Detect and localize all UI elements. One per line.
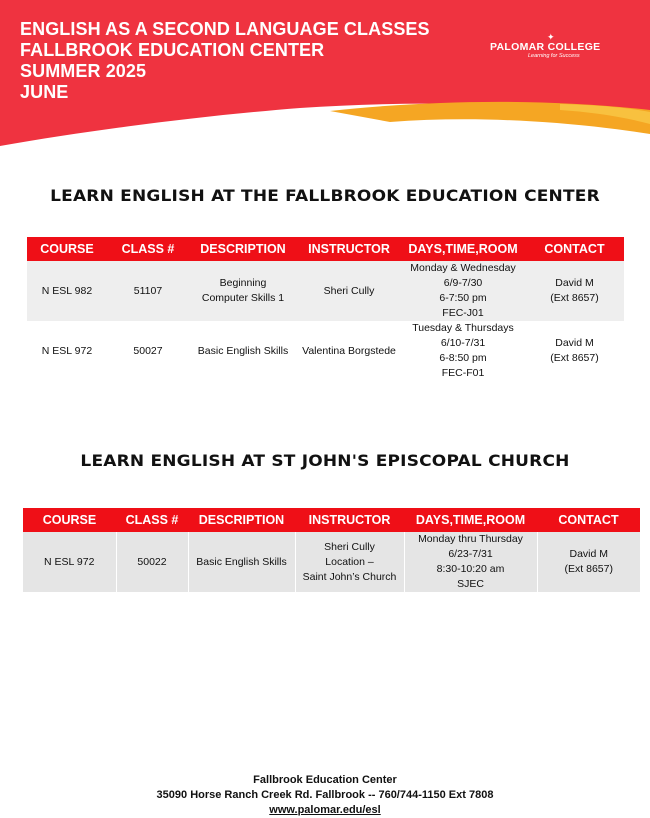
course-cell: N ESL 982 bbox=[27, 261, 107, 321]
instructor-cell bbox=[295, 532, 404, 592]
description-cell bbox=[189, 261, 297, 321]
table-row bbox=[27, 261, 624, 321]
header-banner bbox=[0, 0, 650, 170]
class-number-cell: 50022 bbox=[116, 532, 188, 592]
description-line: Basic English Skills bbox=[197, 344, 289, 357]
footer bbox=[0, 773, 650, 818]
contact-line: David M bbox=[555, 337, 594, 349]
description-line: Beginning bbox=[219, 277, 267, 289]
contact-line: David M bbox=[555, 277, 594, 289]
section-title-fallbrook: LEARN ENGLISH AT THE FALLBROOK EDUCATION CENTER bbox=[50, 186, 600, 206]
star-icon: ✦ bbox=[547, 32, 555, 42]
instructor-line: Location – bbox=[325, 555, 374, 568]
contact-line: (Ext 8657) bbox=[550, 352, 599, 364]
schedule-line: 8:30-10:20 am bbox=[436, 563, 505, 575]
logo-tagline: Learning for Success bbox=[528, 53, 580, 59]
header-title-line: SUMMER 2025 bbox=[20, 61, 147, 81]
class-number-cell: 51107 bbox=[107, 261, 189, 321]
schedule-line: Tuesday & Thursdays bbox=[412, 322, 514, 334]
description-line: Basic English Skills bbox=[196, 555, 287, 568]
schedule-cell bbox=[404, 532, 537, 592]
column-header-days-time-room: DAYS,TIME,ROOM bbox=[404, 508, 537, 532]
column-header-instructor: INSTRUCTOR bbox=[297, 237, 401, 261]
schedule-line: FEC-F01 bbox=[441, 367, 485, 379]
section-title-st-johns: LEARN ENGLISH AT ST JOHN'S EPISCOPAL CHURCH bbox=[80, 451, 570, 471]
schedule-line: Monday thru Thursday bbox=[418, 533, 523, 545]
contact-line: (Ext 8657) bbox=[550, 292, 599, 304]
table-header-row bbox=[23, 508, 640, 532]
instructor-cell bbox=[297, 261, 401, 321]
column-header-description: DESCRIPTION bbox=[188, 508, 295, 532]
instructor-line: Sheri Cully bbox=[324, 540, 375, 553]
instructor-line: Sheri Cully bbox=[323, 284, 375, 297]
column-header-days-time-room: DAYS,TIME,ROOM bbox=[401, 237, 525, 261]
column-header-course: COURSE bbox=[23, 508, 116, 532]
logo-name: PALOMAR COLLEGE bbox=[490, 41, 601, 53]
footer-website-link[interactable]: www.palomar.edu/esl bbox=[269, 804, 381, 816]
description-cell bbox=[188, 532, 295, 592]
table-row bbox=[23, 532, 640, 592]
schedule-line: SJEC bbox=[457, 578, 484, 590]
contact-cell bbox=[525, 261, 624, 321]
footer-center-name: Fallbrook Education Center bbox=[253, 774, 397, 786]
description-cell bbox=[189, 321, 297, 381]
contact-cell bbox=[525, 321, 624, 381]
schedule-line: FEC-J01 bbox=[442, 307, 484, 319]
instructor-line: Valentina Borgstede bbox=[302, 344, 396, 357]
column-header-instructor: INSTRUCTOR bbox=[295, 508, 404, 532]
column-header-contact: CONTACT bbox=[537, 508, 640, 532]
palomar-college-logo bbox=[480, 32, 630, 66]
table-row bbox=[27, 321, 624, 381]
schedule-cell bbox=[401, 321, 525, 381]
footer-address: 35090 Horse Ranch Creek Rd. Fallbrook -- 760/744-1150 Ext 7808 bbox=[156, 789, 494, 801]
schedule-line: 6-7:50 pm bbox=[439, 292, 487, 304]
schedule-table-st-johns bbox=[23, 508, 640, 592]
schedule-line: 6/23-7/31 bbox=[448, 548, 493, 560]
header-title-line: JUNE bbox=[20, 82, 69, 102]
column-header-description: DESCRIPTION bbox=[189, 237, 297, 261]
description-line: Computer Skills 1 bbox=[201, 292, 285, 304]
instructor-cell bbox=[297, 321, 401, 381]
schedule-table-fallbrook bbox=[27, 237, 624, 381]
schedule-cell bbox=[401, 261, 525, 321]
contact-line: (Ext 8657) bbox=[564, 563, 613, 575]
column-header-course: COURSE bbox=[27, 237, 107, 261]
schedule-line: 6/10-7/31 bbox=[440, 337, 486, 349]
schedule-line: 6-8:50 pm bbox=[439, 352, 487, 364]
header-title-line: FALLBROOK EDUCATION CENTER bbox=[20, 40, 325, 60]
schedule-line: 6/9-7/30 bbox=[443, 277, 483, 289]
header-title bbox=[20, 19, 430, 103]
contact-line: David M bbox=[569, 548, 608, 560]
column-header-class-number: CLASS # bbox=[116, 508, 188, 532]
schedule-line: Monday & Wednesday bbox=[410, 262, 516, 274]
instructor-line: Saint John’s Church bbox=[302, 570, 397, 583]
column-header-class-number: CLASS # bbox=[107, 237, 189, 261]
header-title-line: ENGLISH AS A SECOND LANGUAGE CLASSES bbox=[20, 19, 430, 39]
course-cell: N ESL 972 bbox=[23, 532, 116, 592]
column-header-contact: CONTACT bbox=[525, 237, 624, 261]
course-cell: N ESL 972 bbox=[27, 321, 107, 381]
contact-cell bbox=[537, 532, 640, 592]
class-number-cell: 50027 bbox=[107, 321, 189, 381]
table-header-row bbox=[27, 237, 624, 261]
